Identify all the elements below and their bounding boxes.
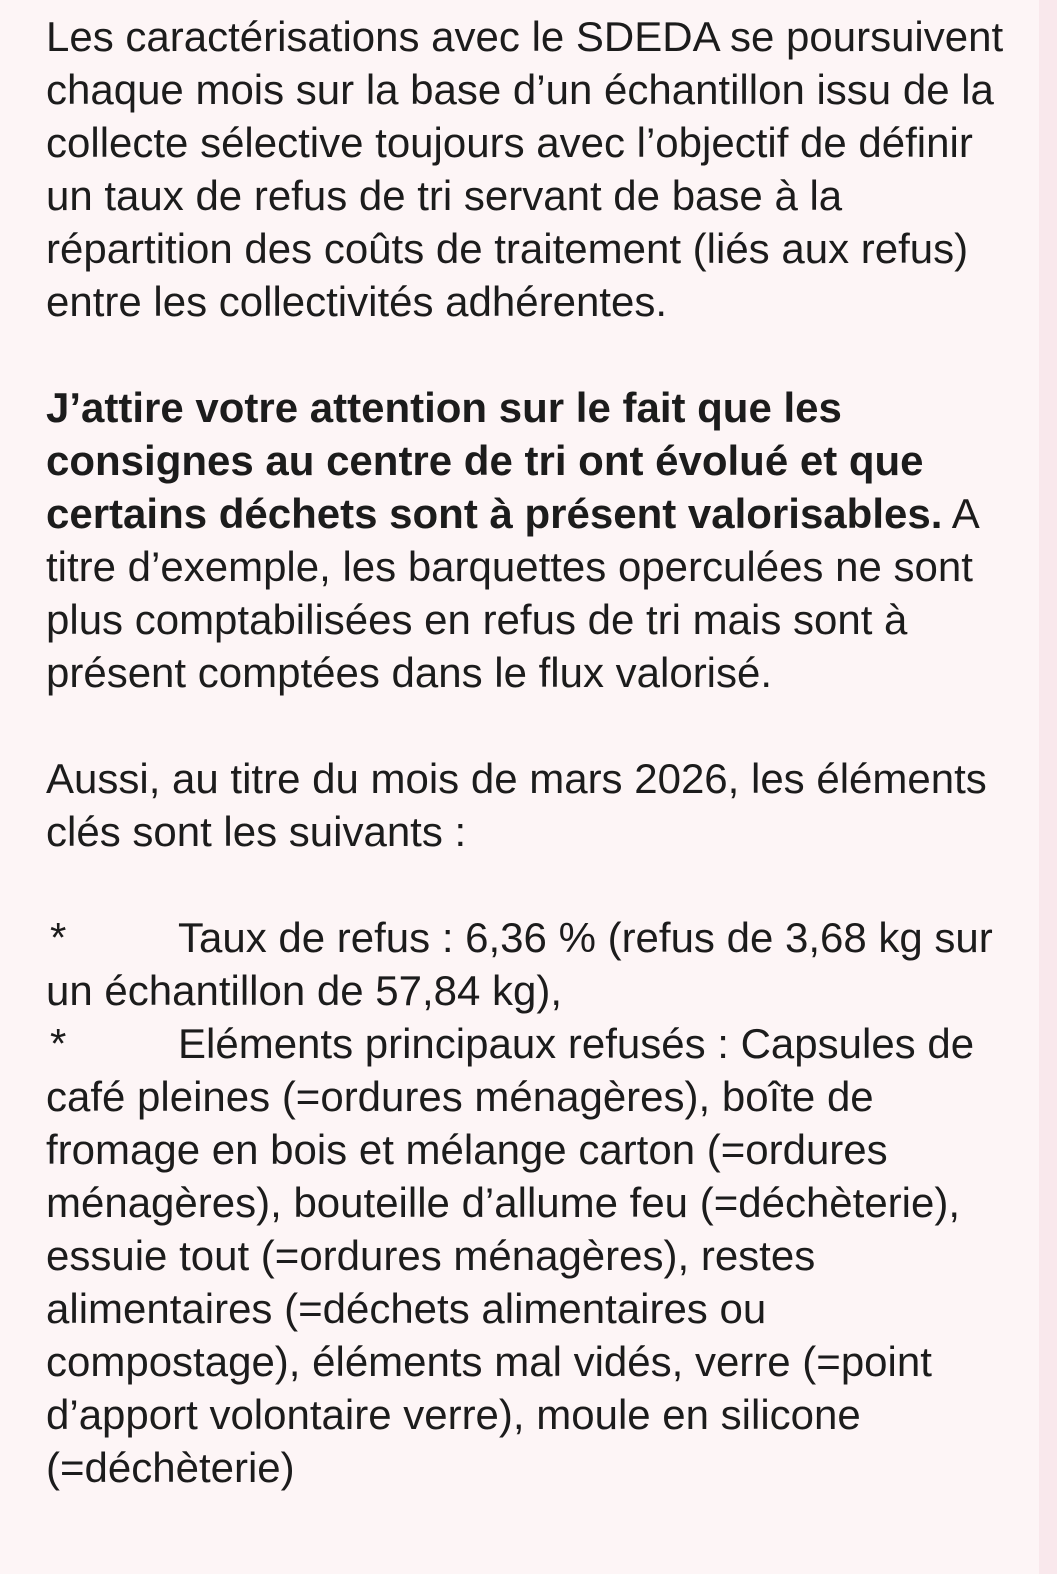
bullet-text: Eléments principaux refusés : Capsules de café pleines (=ordures ménagères), boîte de fromage en bois et mélange carton (=ordures ménagères), bouteille d’allume feu (=déchèterie), essuie tout (=ordures ménagères), restes alimentaires (=déchets alimentaires ou compostage), éléments mal vidés, verre (=point d’apport volontaire verre), moule en silicone (=déchèterie) [46, 1020, 975, 1491]
paragraph-spacer [46, 858, 1008, 911]
paragraph-spacer [46, 699, 1008, 752]
paragraph-characterisation: Les caractérisations avec le SDEDA se poursuivent chaque mois sur la base d’un échantillon issu de la collecte sélective toujours avec l’objectif de définir un taux de refus de tri servant de base à la répartition des coûts de traitement (liés aux refus) entre les collectivités adhérentes. [46, 13, 1004, 325]
paragraph-spacer [46, 328, 1008, 381]
bullet-text: Taux de refus : 6,36 % (refus de 3,68 kg sur un échantillon de 57,84 kg), [46, 914, 993, 1014]
message-body [46, 10, 1008, 1494]
bullet-refusal-rate [46, 911, 1008, 1017]
paragraph-attention [46, 381, 1008, 699]
scroll-edge-strip [1039, 0, 1057, 1574]
attention-bold-text: J’attire votre attention sur le fait que les consignes au centre de tri ont évolué et que certains déchets sont à présent valorisables. [46, 384, 943, 537]
bullet-marker: * [50, 914, 67, 961]
bullet-marker: * [50, 1020, 67, 1067]
bullet-refused-items [46, 1017, 1008, 1494]
attention-regular-text: A titre d’exemple, les barquettes operculées ne sont plus comptabilisées en refus de tri mais sont à présent comptées dans le flux valorisé. [46, 490, 978, 696]
paragraph-key-elements-intro: Aussi, au titre du mois de mars 2026, les éléments clés sont les suivants : [46, 755, 987, 855]
